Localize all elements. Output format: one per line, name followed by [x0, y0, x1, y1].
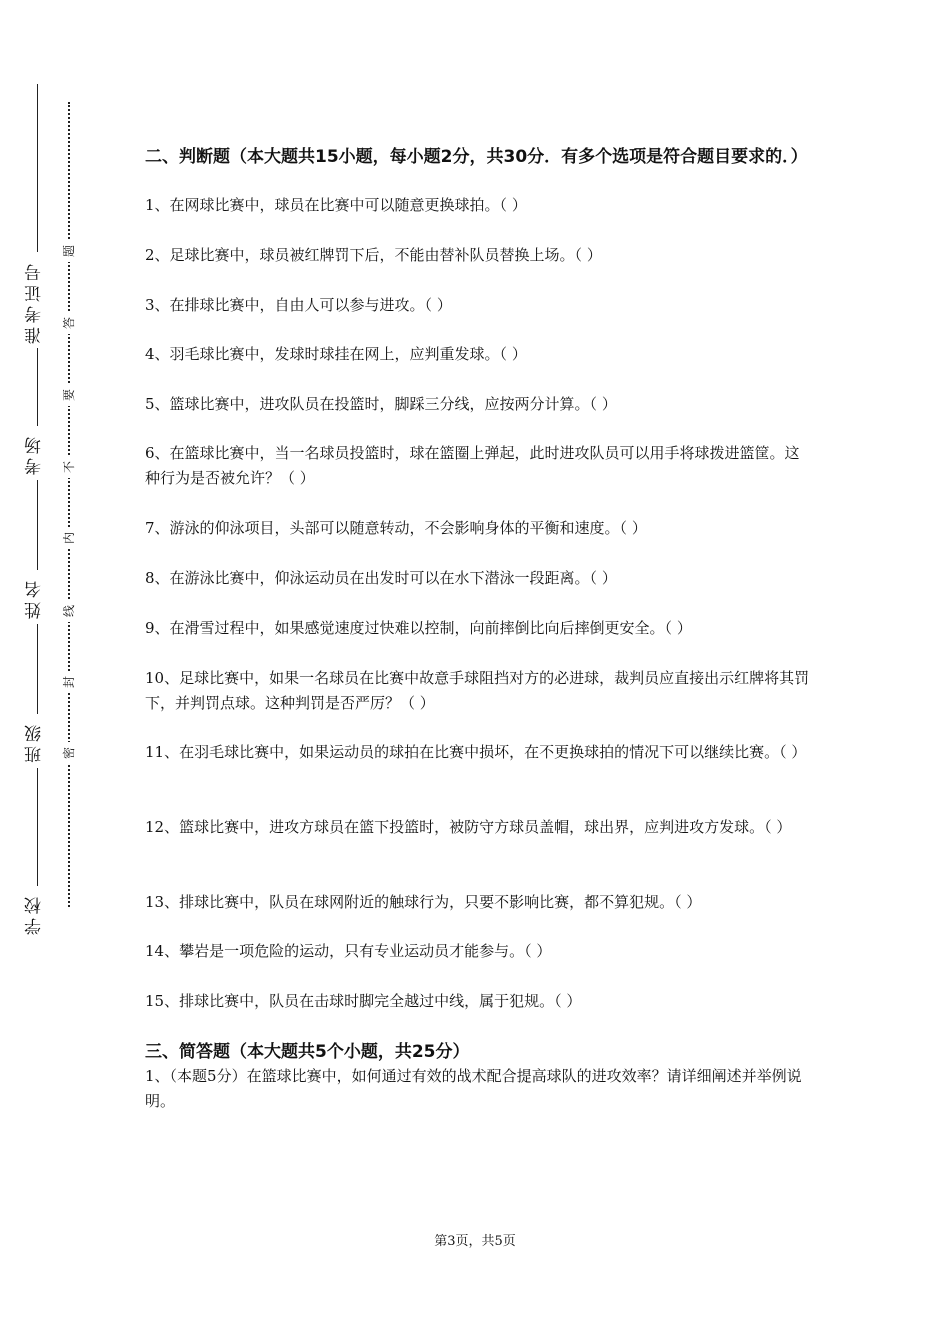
exam-room-line: [37, 348, 38, 426]
question-item: 5、篮球比赛中，进攻队员在投篮时，脚踩三分线，应按两分计算。（ ）: [145, 395, 617, 413]
seal-char: 内: [60, 527, 78, 549]
school-label: 学校: [25, 893, 45, 935]
section-3-title: 三、简答题（本大题共5个小题，共25分）: [145, 1042, 470, 1062]
question-item: 6、在篮球比赛中，当一名球员投篮时，球在篮圈上弹起，此时进攻队员可以用手将球拨进篮筐。这种行为是否被允许？（ ）: [145, 444, 800, 487]
question-item: 11、在羽毛球比赛中，如果运动员的球拍在比赛中损坏，在不更换球拍的情况下可以继续比赛。（ ）: [145, 743, 807, 761]
seal-char: 封: [60, 671, 78, 693]
exam-id-line: [37, 84, 38, 252]
seal-char: 答: [60, 312, 78, 334]
question-item: 7、游泳的仰泳项目，头部可以随意转动，不会影响身体的平衡和速度。（ ）: [145, 519, 647, 537]
seal-char: 线: [60, 600, 78, 622]
question-item: 3、在排球比赛中，自由人可以参与进攻。（ ）: [145, 296, 452, 314]
exam-room-label: 考场: [25, 433, 45, 475]
question-item: 12、篮球比赛中，进攻方球员在篮下投篮时，被防守方球员盖帽，球出界，应判进攻方发球。（ ）: [145, 818, 792, 836]
question-item: 13、排球比赛中，队员在球网附近的触球行为，只要不影响比赛，都不算犯规。（ ）: [145, 893, 702, 911]
question-item: 15、排球比赛中，队员在击球时脚完全越过中线，属于犯规。（ ）: [145, 992, 582, 1010]
question-item: 9、在滑雪过程中，如果感觉速度过快难以控制，向前摔倒比向后摔倒更安全。（ ）: [145, 619, 692, 637]
question-item: 10、足球比赛中，如果一名球员在比赛中故意手球阻挡对方的必进球，裁判员应直接出示红牌将其罚下，并判罚点球。这种判罚是否严厉？（ ）: [145, 669, 810, 712]
question-item: 4、羽毛球比赛中，发球时球挂在网上，应判重发球。（ ）: [145, 345, 527, 363]
question-item: 8、在游泳比赛中，仰泳运动员在出发时可以在水下潜泳一段距离。（ ）: [145, 569, 617, 587]
seal-char: 密: [60, 742, 78, 764]
name-line: [37, 480, 38, 570]
page-footer: 第3页，共5页: [434, 1234, 516, 1249]
question-item: 2、足球比赛中，球员被红牌罚下后，不能由替补队员替换上场。（ ）: [145, 246, 602, 264]
seal-char: 不: [60, 456, 78, 478]
question-item: 1、在网球比赛中，球员在比赛中可以随意更换球拍。（ ）: [145, 196, 527, 214]
question-item: 1、（本题5分）在篮球比赛中，如何通过有效的战术配合提高球队的进攻效率？请详细阐述并举例说明。: [145, 1067, 802, 1110]
school-line: [37, 768, 38, 886]
class-label: 班级: [25, 721, 45, 763]
section-2-title: 二、判断题（本大题共15小题，每小题2分，共30分．有多个选项是符合题目要求的．）: [145, 147, 808, 167]
exam-id-label: 准考证号: [25, 260, 45, 344]
question-item: 14、攀岩是一项危险的运动，只有专业运动员才能参与。（ ）: [145, 942, 552, 960]
name-label: 姓名: [25, 577, 45, 619]
seal-dotted-line: [68, 102, 70, 907]
class-line: [37, 624, 38, 714]
seal-char: 要: [60, 384, 78, 406]
seal-char: 题: [60, 240, 78, 262]
